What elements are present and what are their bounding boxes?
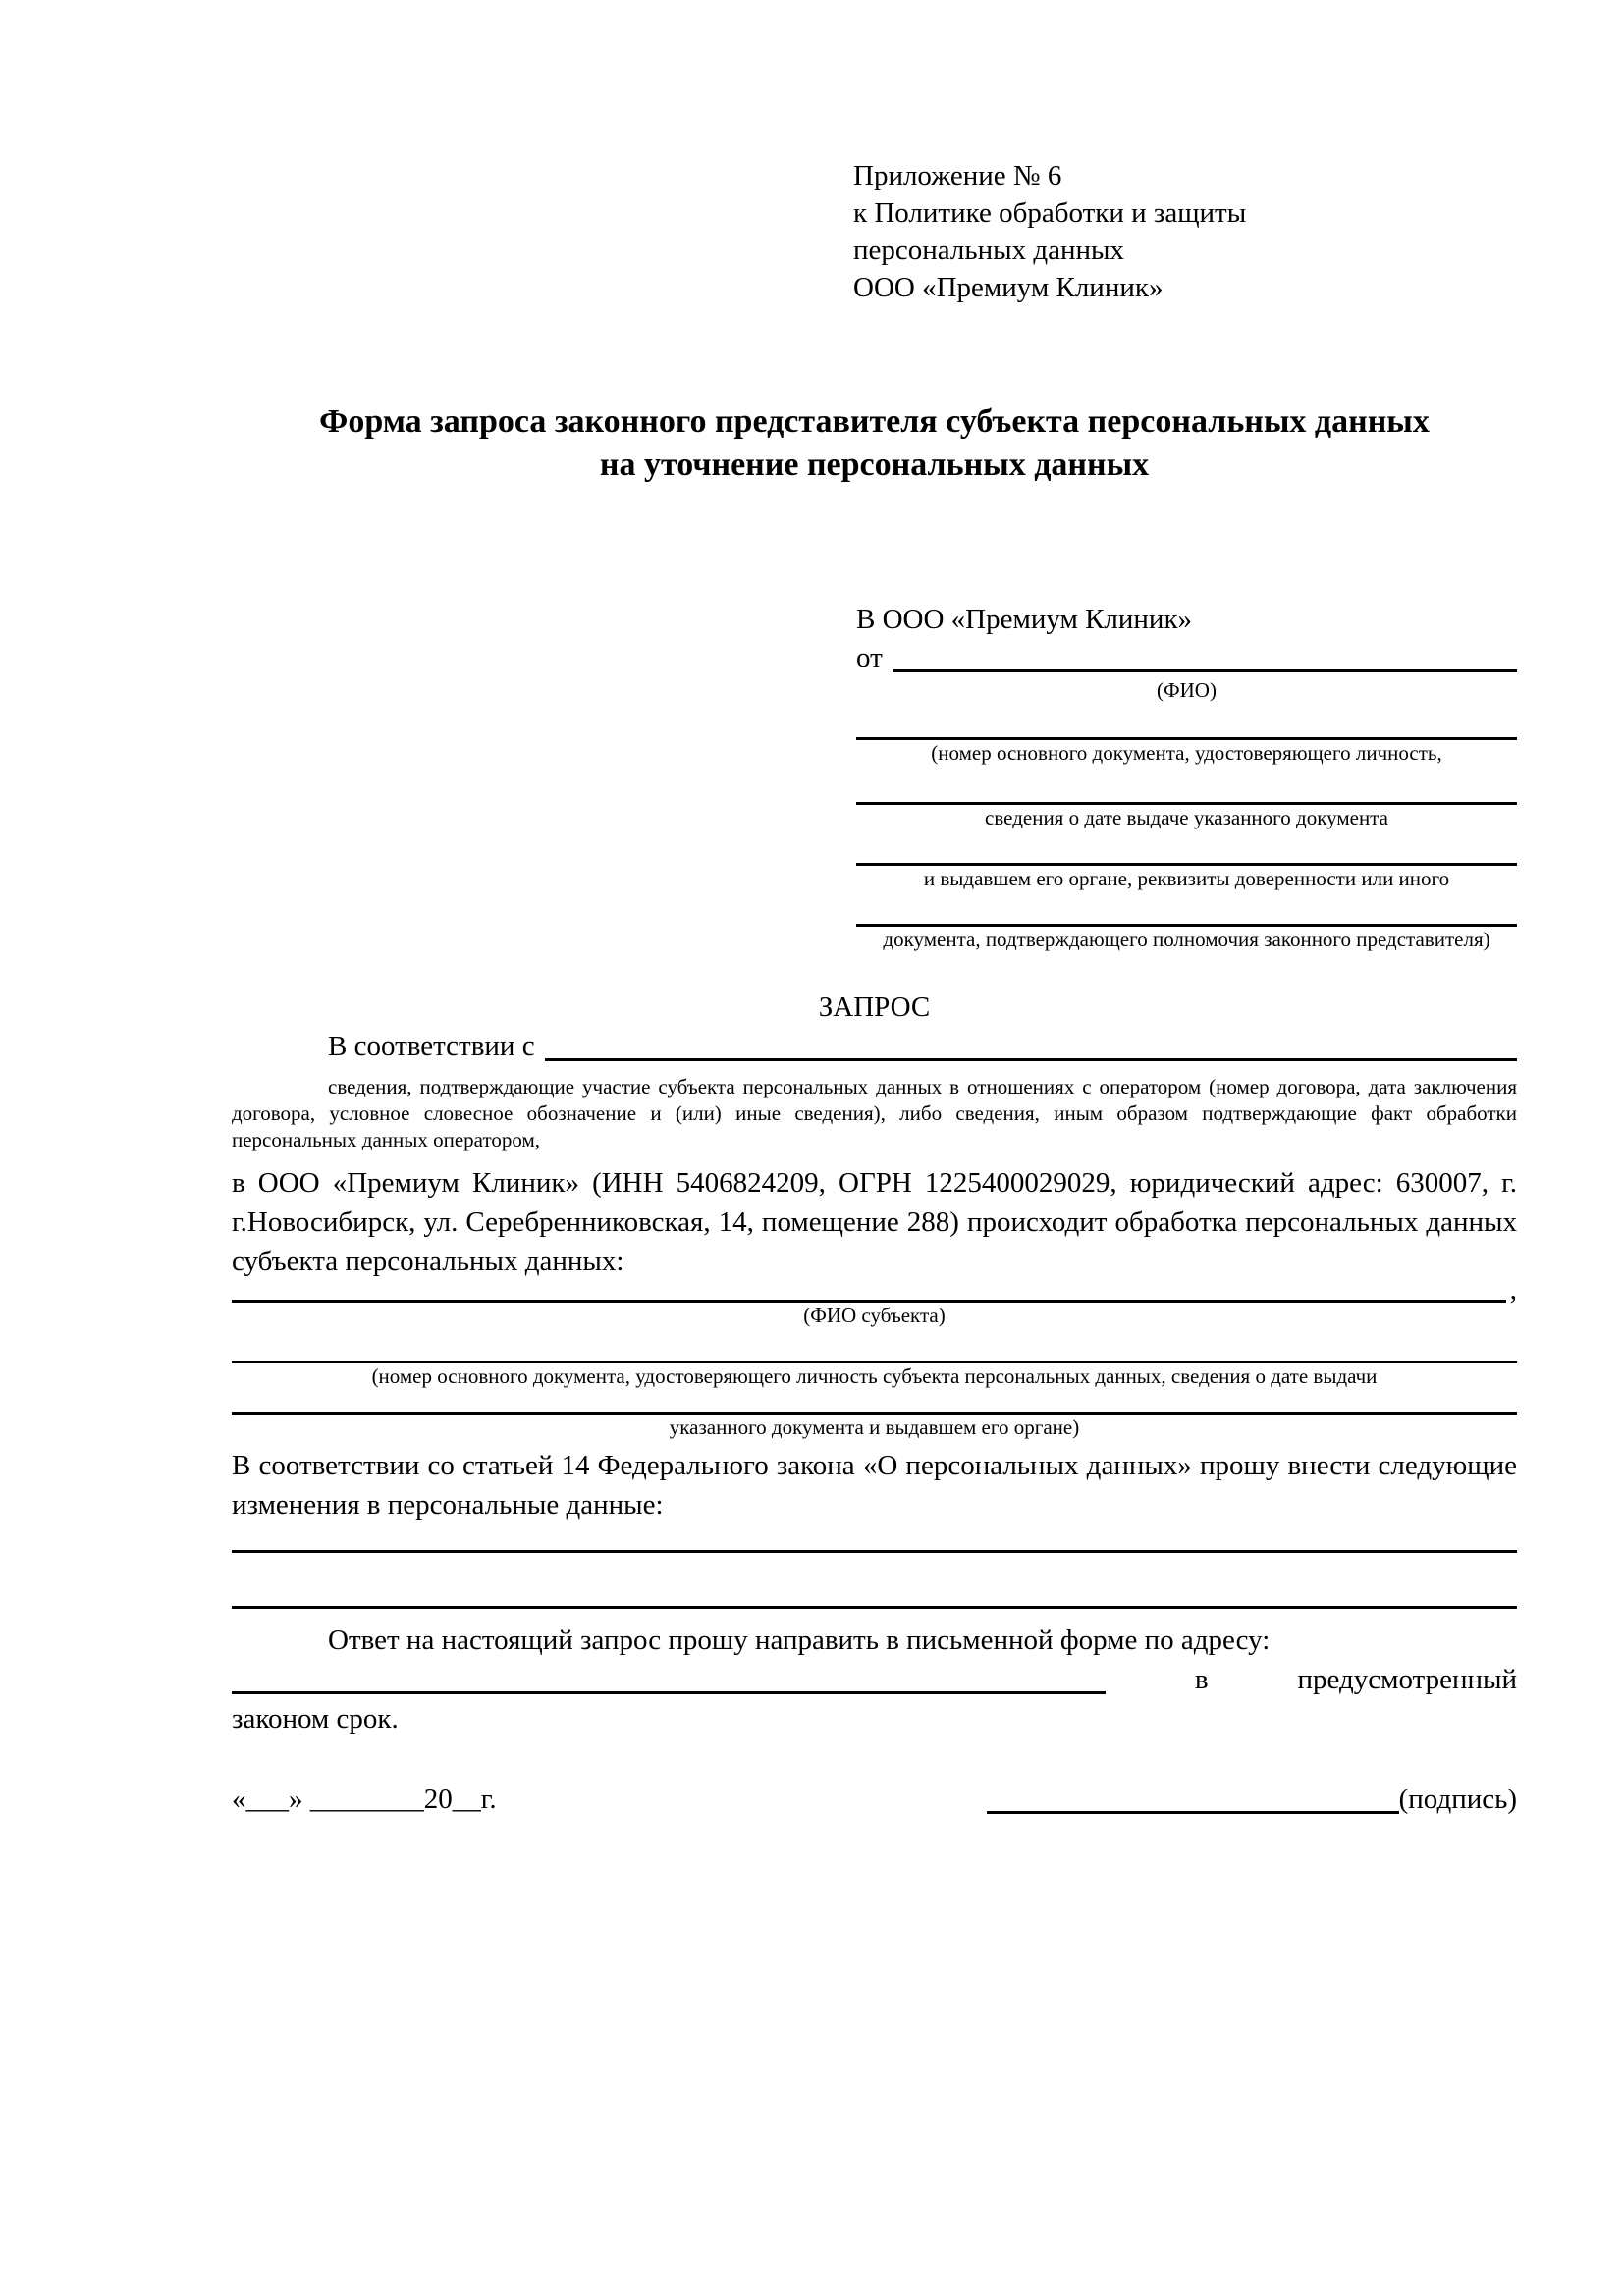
accordance-label: В соответствии с	[328, 1031, 535, 1062]
fio-caption: (ФИО)	[1157, 678, 1217, 702]
from-row	[856, 638, 1517, 677]
identity-doc-blank-line-3	[856, 830, 1517, 866]
request-heading: ЗАПРОС	[818, 991, 931, 1023]
relation-explainer-note: сведения, подтверждающие участие субъекта персональных данных в отношениях с оператором (номер договора, дата заключения договора, условное словесное обозначение и (или) иные сведения), либо сведения, иным образом подтверждающие факт обработки персональных данных оператором,	[232, 1075, 1517, 1151]
answer-address-row	[232, 1660, 1517, 1699]
address-blank-line	[232, 1691, 1106, 1694]
answer-word-predusmotrennyj: предусмотренный	[1297, 1664, 1517, 1695]
subject-doc-blank-line-2	[232, 1389, 1517, 1415]
appendix-block	[853, 157, 1517, 306]
identity-doc-caption-2: сведения о дате выдаче указанного документа	[985, 806, 1388, 829]
recipient-block	[856, 601, 1517, 952]
article-14-paragraph: В соответствии со статьей 14 Федерального закона «О персональных данных» прошу внести следующие изменения в персональные данные:	[232, 1450, 1517, 1521]
accordance-blank-line	[545, 1027, 1517, 1061]
subject-doc-blank-line-1	[232, 1328, 1517, 1363]
answer-end-line: законом срок.	[232, 1703, 399, 1735]
signature-caption: (подпись)	[1398, 1784, 1517, 1815]
operator-paragraph: в ООО «Премиум Клиник» (ИНН 5406824209, ОГРН 1225400029029, юридический адрес: 630007, г. г.Новосибирск, ул. Серебренниковская, 14, помещение 288) происходит обработка персональных данных субъекта персональных данных:	[232, 1167, 1517, 1277]
date-signature-row	[232, 1780, 1517, 1819]
subject-fio-caption: (ФИО субъекта)	[803, 1304, 946, 1327]
subject-fio-row	[232, 1274, 1517, 1306]
identity-doc-blank-line-1	[856, 703, 1517, 740]
appendix-line-1: Приложение № 6	[853, 160, 1062, 191]
signature-block	[987, 1780, 1517, 1819]
subject-fio-comma: ,	[1509, 1274, 1517, 1306]
changes-blank-line-2	[232, 1606, 1517, 1609]
identity-doc-caption-3: и выдавшем его органе, реквизиты доверенности или иного	[923, 867, 1450, 890]
document-title-line-1: Форма запроса законного представителя субъекта персональных данных	[319, 403, 1430, 440]
fio-blank-line	[893, 638, 1517, 672]
signature-blank-line	[987, 1811, 1399, 1814]
answer-word-v: в	[1194, 1664, 1209, 1695]
identity-doc-caption-4: документа, подтверждающего полномочия законного представителя)	[883, 928, 1490, 951]
identity-doc-caption-1: (номер основного документа, удостоверяющего личность,	[931, 741, 1442, 765]
identity-doc-blank-line-4	[856, 891, 1517, 927]
subject-doc-caption-2: указанного документа и выдавшем его органе)	[669, 1415, 1080, 1439]
document-content	[232, 0, 1517, 1819]
appendix-line-3: персональных данных	[853, 235, 1125, 266]
date-blank-line: «___» ________20__г.	[232, 1784, 497, 1815]
recipient-to: В ООО «Премиум Клиник»	[856, 604, 1193, 635]
from-label: от	[856, 642, 883, 673]
changes-blank-line-1	[232, 1550, 1517, 1553]
answer-paragraph: Ответ на настоящий запрос прошу направить в письменной форме по адресу:	[328, 1625, 1271, 1656]
accordance-row	[232, 1027, 1517, 1066]
subject-doc-caption-1: (номер основного документа, удостоверяющего личность субъекта персональных данных, сведения о дате выдачи	[371, 1364, 1378, 1388]
document-title-line-2: на уточнение персональных данных	[599, 447, 1150, 483]
identity-doc-blank-line-2	[856, 766, 1517, 805]
appendix-line-4: ООО «Премиум Клиник»	[853, 272, 1164, 303]
document-title	[232, 400, 1517, 487]
appendix-line-2: к Политике обработки и защиты	[853, 197, 1247, 229]
